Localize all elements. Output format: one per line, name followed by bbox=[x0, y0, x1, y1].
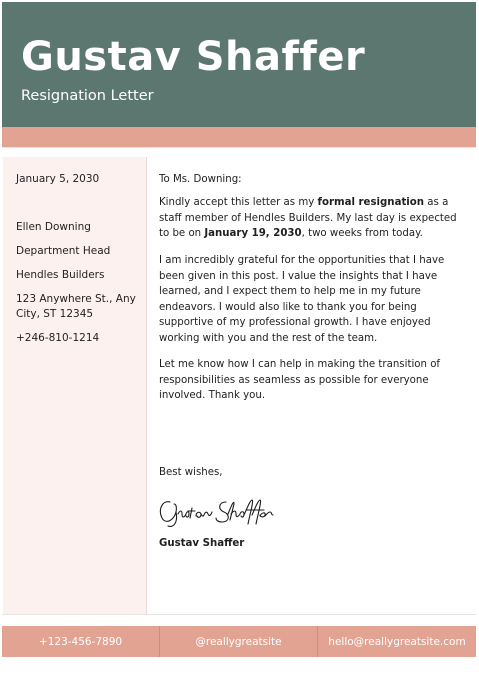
paragraph-2: I am incredibly grateful for the opportunities that I have been given in this post. I value the insights that I have learned, and I expect them to help me in my future endeavors. I would also like to thank you for being supportive of my professional growth. I have enjoyed working with you and the rest of the team. bbox=[159, 255, 445, 344]
accent-band bbox=[2, 127, 476, 147]
signature-image bbox=[156, 494, 276, 528]
recipient-title: Department Head bbox=[16, 245, 111, 257]
divider-top bbox=[2, 147, 476, 148]
divider-bottom bbox=[2, 614, 476, 615]
recipient-company: Hendles Builders bbox=[16, 269, 105, 281]
paragraph-1-part-c: , two weeks from today. bbox=[301, 228, 423, 239]
paragraph-1 bbox=[159, 195, 466, 242]
paragraph-1-bold-resignation: formal resignation bbox=[317, 197, 425, 208]
sender-name: Gustav Shaffer bbox=[159, 538, 245, 549]
header-banner bbox=[2, 2, 476, 127]
footer-phone: +123-456-7890 bbox=[2, 626, 159, 657]
salutation: To Ms. Downing: bbox=[159, 174, 242, 185]
closing: Best wishes, bbox=[159, 467, 223, 478]
paragraph-1-part-b: as a staff member of Hendles Builders. My last day is expected to be on bbox=[159, 197, 457, 239]
recipient-phone: +246-810-1214 bbox=[16, 332, 100, 344]
paragraph-3: Let me know how I can help in making the transition of responsibilities as seamless as possible for everyone involved. Thank you. bbox=[159, 359, 441, 401]
letter-date: January 5, 2030 bbox=[16, 173, 100, 185]
letter-page bbox=[2, 2, 476, 660]
footer-email: hello@reallygreatsite.com bbox=[318, 626, 476, 657]
recipient-address: 123 Anywhere St., Any City, ST 12345 bbox=[16, 293, 136, 320]
footer-social: @reallygreatsite bbox=[159, 626, 318, 657]
recipient-name: Ellen Downing bbox=[16, 221, 91, 233]
document-subtitle: Resignation Letter bbox=[21, 88, 154, 104]
author-name: Gustav Shaffer bbox=[21, 34, 366, 80]
footer-contact-bar bbox=[2, 626, 476, 657]
paragraph-1-bold-date: January 19, 2030 bbox=[204, 228, 302, 239]
paragraph-1-part-a: Kindly accept this letter as my bbox=[159, 197, 318, 208]
